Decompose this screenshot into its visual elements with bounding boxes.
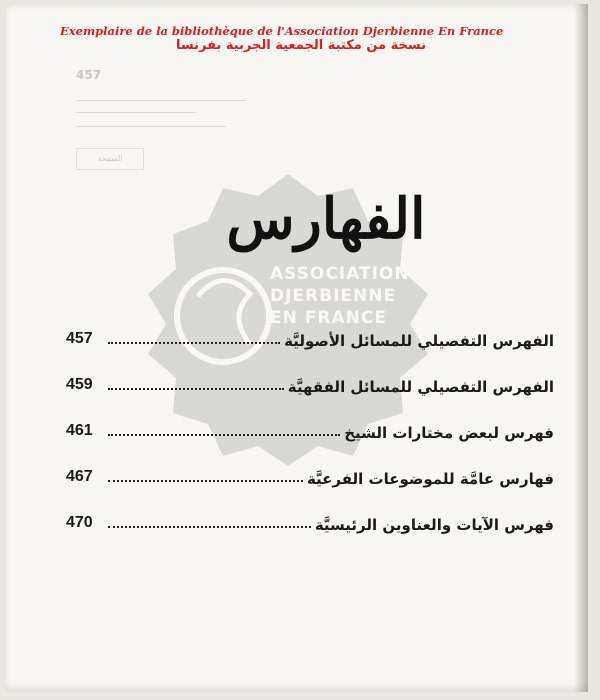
toc-leader-dots [108, 526, 311, 528]
page-title-text: الفهارس [226, 186, 426, 252]
page-title-calligraphy [196, 176, 456, 258]
table-of-contents [66, 308, 554, 538]
bleed-through-page-number: 457 [76, 68, 102, 82]
bleed-through-line [76, 112, 196, 113]
toc-leader-dots [108, 480, 303, 482]
page-spine-shadow [574, 4, 588, 692]
bleed-through-box: الصفحة [76, 148, 144, 170]
bleed-through-line [76, 100, 246, 101]
toc-page-number: 461 [66, 422, 93, 439]
toc-entry[interactable] [66, 492, 554, 538]
toc-entry[interactable] [66, 354, 554, 400]
toc-entry[interactable] [66, 400, 554, 446]
watermark-text-line3: EN FRANCE [270, 308, 387, 328]
toc-leader-dots [108, 388, 284, 390]
toc-entry-title: فهارس عامَّة للموضوعات الفرعيَّة [306, 470, 554, 488]
toc-page-number: 467 [66, 468, 93, 485]
book-page [6, 4, 588, 692]
library-stamp-arabic: نسخة من مكتبة الجمعية الجربية بفرنسا [176, 38, 426, 53]
toc-entry-title: الفهرس التفصيلي للمسائل الفقهيَّة [287, 378, 554, 396]
calligraphy-title-graphic [196, 176, 456, 258]
toc-page-number: 470 [66, 514, 93, 531]
toc-entry[interactable] [66, 308, 554, 354]
toc-entry-title: فهرس الآيات والعناوين الرئيسيَّة [314, 516, 554, 534]
watermark-text-line1: ASSOCIATION [270, 264, 410, 284]
watermark-text-line2: DJERBIENNE [270, 286, 397, 306]
toc-entry-title: فهرس لبعض مختارات الشيخ [344, 424, 554, 442]
bleed-through-line [76, 126, 226, 127]
toc-page-number: 457 [66, 330, 93, 347]
toc-leader-dots [108, 342, 280, 344]
toc-entry[interactable] [66, 446, 554, 492]
toc-leader-dots [108, 434, 340, 436]
toc-page-number: 459 [66, 376, 93, 393]
library-stamp-french: Exemplaire de la bibliothèque de l'Association Djerbienne En France [60, 24, 504, 38]
toc-entry-title: الفهرس التفصيلي للمسائل الأصوليَّة [284, 332, 554, 350]
